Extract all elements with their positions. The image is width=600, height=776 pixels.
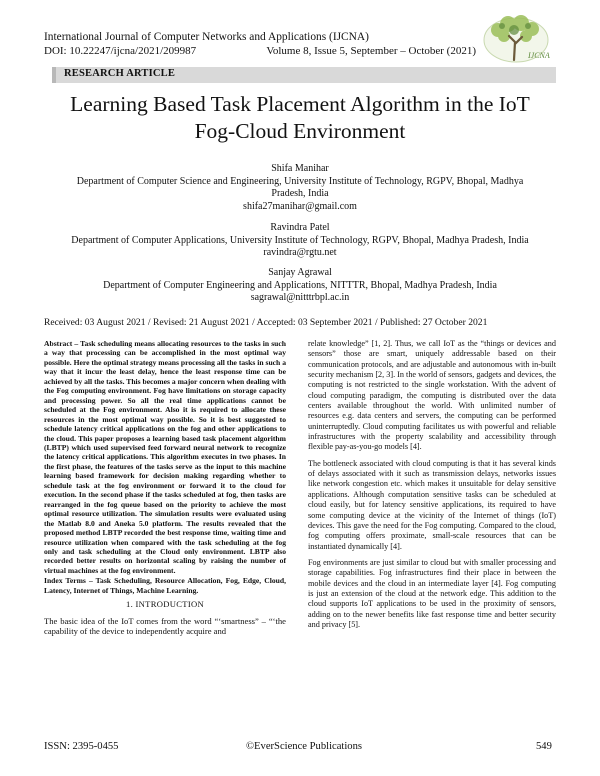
author-email: sagrawal@nitttrbpl.ac.in (250, 292, 350, 303)
body-paragraph: The bottleneck associated with cloud computing is that it has several kinds of delays associated with it such as transmission delays, networks issues like network congestion etc. which makes it unsuitable for delay sensitive applications. Although computation sensitive tasks can be scheduled at cloud easily, but for latency sensitive applications, its required to have some computing device at the vicinity of the Internet of things (IoT) devices. This gave the need for the Fog computing. Compared to the cloud, fog computing offers proximate, small-scale resources that can be instantiated dynamically [4]. (308, 458, 556, 551)
intro-paragraph: The basic idea of the IoT comes from the word “‘smartness” – “‘the capability of the device to independently acquire and (44, 615, 286, 636)
author-name: Shifa Manihar (271, 163, 329, 174)
abstract: Abstract – Task scheduling means allocating resources to the tasks in such a way that processing can be accomplished in the most optimal way possible. Here the optimal strategy means processing all the tasks in such a way that it incur the least delay, hence the least response time can be achieved by all the tasks. This becomes a major concern when dealing with the Fog computing environment. Fog have limitations on storage capacity and processing power. So all the real time applications cannot be scheduled at the Fog environment. Also it is required to allocate these resources in the most optimal way possible. So it is best suggested to schedule latency critical applications on the fog and other applications to the cloud. This paper proposes a learning based task placement algorithm (LBTP) which used supervised feed forward neural network to recognize the latency critical applications. This algorithm executes in two phases. In the first phase, the features of the tasks serve as the input to this machine learning based framework for decision making regarding whether to schedule task at the fog environment or forward it to the cloud for execution. In the second phase if the tasks scheduled at fog, then tasks are rearranged in the fog queue based on the priority to achieve the most optimal resource utilization. The simulation results were evaluated using the Matlab 8.0 and Aneka 5.0 platform. The results revealed that the proposed method LBTP recorded the best response time, waiting time and resource utilization when compared with the task scheduling at the fog only and task scheduling at the Cloud only environment. LBTP also recorded better results on horizontal scaling by raising the number of virtual machines at the fog environment. (44, 339, 286, 575)
body-paragraph: relate knowledge” [1, 2]. Thus, we call IoT as the “things or devices and sensors” those are smart, uniquely addressable based on their communication protocols, and are adjustable and autonomous with in-built security mechanism [2, 3]. In the world of sensors, gadgets and devices, the computing is not restricted to the single workstation. With the advent of cloud computing paradigm, the computing is distributed over the data centers available throughout the world. With unlimited number of resources e.g. data centers and servers, the computing can be performed uninterruptedly. Cloud computing facilitates us with powerful and reliable infrastructures with the property scalability and accessibility through flexible pay-as-you-go models [4]. (308, 339, 556, 452)
title-line-1: Learning Based Task Placement Algorithm in the IoT (70, 92, 530, 116)
paper-title (20, 91, 580, 145)
right-column (308, 339, 556, 636)
footer-publisher: ©EverScience Publications (246, 741, 363, 752)
tree-logo-icon (476, 14, 556, 66)
doi-text: DOI: 10.22247/ijcna/2021/209987 (44, 45, 197, 57)
author-block-3 (20, 267, 580, 305)
article-type-banner (52, 67, 556, 83)
title-line-2: Fog-Cloud Environment (194, 119, 406, 143)
logo-text: IJCNA (528, 51, 550, 60)
doi-volume-row (44, 44, 476, 58)
journal-logo (476, 14, 556, 66)
publication-dates: Received: 03 August 2021 / Revised: 21 August 2021 / Accepted: 03 September 2021 / Published: 27 October 2021 (44, 317, 488, 328)
article-type-label: RESEARCH ARTICLE (64, 68, 176, 79)
section-heading: 1. INTRODUCTION (125, 599, 205, 610)
author-affiliation: Department of Computer Engineering and Applications, NITTTR, Bhopal, Madhya Pradesh, India (103, 279, 497, 291)
author-affiliation-cont: Pradesh, India (271, 188, 329, 199)
volume-text: Volume 8, Issue 5, September – October (2021) (266, 45, 476, 57)
journal-name: International Journal of Computer Networks and Applications (IJCNA) (44, 31, 369, 43)
footer-issn: ISSN: 2395-0455 (44, 741, 119, 752)
author-affiliation: Department of Computer Applications, University Institute of Technology, RGPV, Bhopal, Madhya Pradesh, India (71, 234, 529, 246)
author-affiliation: Department of Computer Science and Engineering, University Institute of Technology, RGPV, Bhopal, Madhya (76, 175, 524, 187)
author-name: Ravindra Patel (270, 222, 330, 233)
footer-page-number: 549 (536, 741, 552, 752)
author-email: shifa27manihar@gmail.com (243, 200, 357, 212)
author-name: Sanjay Agrawal (268, 267, 332, 278)
author-email: ravindra@rgtu.net (263, 247, 337, 258)
left-column (44, 339, 286, 636)
author-block-1 (20, 163, 580, 213)
author-block-2 (20, 222, 580, 260)
index-terms: Index Terms – Task Scheduling, Resource Allocation, Fog, Edge, Cloud, Latency, Internet of Things, Machine Learning. (44, 576, 286, 595)
body-paragraph: Fog environments are just similar to cloud but with smaller processing and storage capabilities. Fog infrastructures find their place in between the mobile devices and the cloud in an intermediate layer [4]. Fog computing is just an extension of the cloud at the network edge. This addition to the cloud supports IoT applications to be used in the proximity of sensors, adding on to the newer benefits like fast response time and better security and privacy [5]. (308, 557, 556, 629)
